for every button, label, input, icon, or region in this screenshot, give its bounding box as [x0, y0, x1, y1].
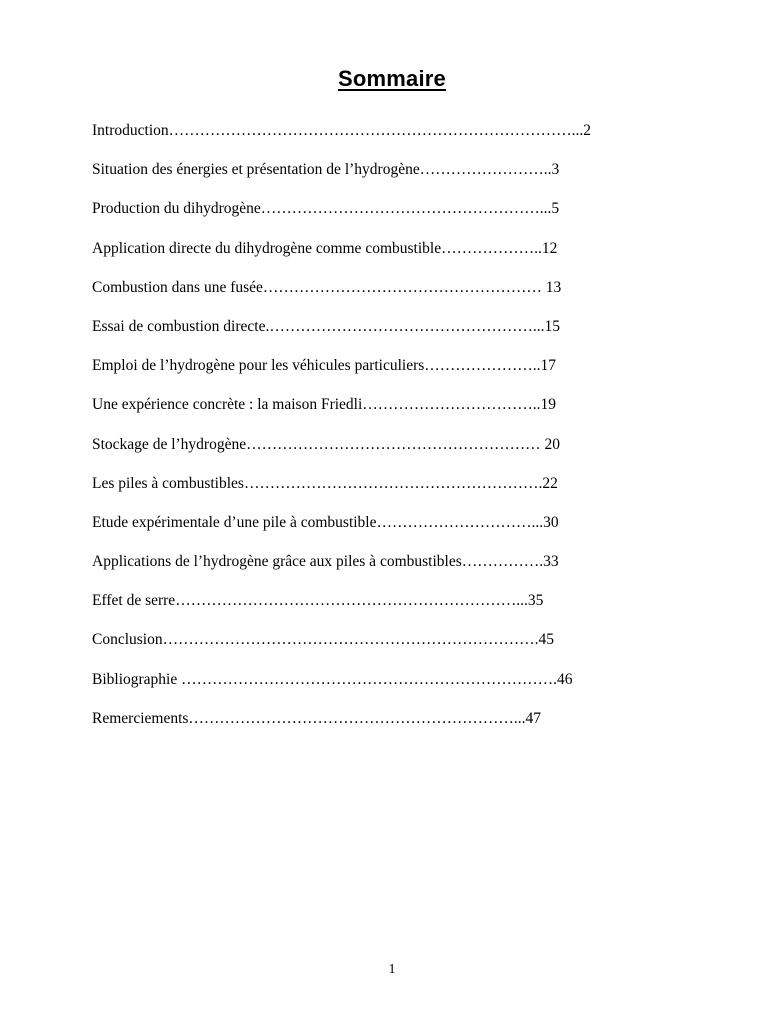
toc-entry: Les piles à combustibles………………………………………………….22 — [92, 474, 558, 492]
toc-entry: Stockage de l’hydrogène………………………………………………… 20 — [92, 435, 560, 453]
table-of-contents — [92, 119, 692, 746]
toc-entry: Conclusion……………………………………………………………….45 — [92, 631, 554, 649]
toc-entry: Bibliographie ……………………………………………………………….46 — [92, 670, 573, 688]
toc-entry: Etude expérimentale d’une pile à combustible…………………………...30 — [92, 513, 559, 531]
toc-entry: Emploi de l’hydrogène pour les véhicules particuliers…………………..17 — [92, 357, 557, 375]
toc-entry: Applications de l’hydrogène grâce aux piles à combustibles…………….33 — [92, 553, 559, 571]
toc-entry: Effet de serre…………………………………………………………...35 — [92, 592, 544, 610]
toc-entry: Une expérience concrète : la maison Friedli……………………………..19 — [92, 396, 557, 414]
page-title: Sommaire — [338, 66, 446, 91]
toc-entry: Production du dihydrogène………………………………………………...5 — [92, 200, 560, 218]
toc-entry: Combustion dans une fusée……………………………………………… 13 — [92, 278, 562, 296]
toc-entry: Remerciements………………………………………………………...47 — [92, 709, 542, 727]
toc-entry: Essai de combustion directe.……………………………………………...15 — [92, 317, 560, 335]
toc-entry: Situation des énergies et présentation de l’hydrogène……………………..3 — [92, 161, 560, 179]
toc-entry: Application directe du dihydrogène comme combustible………………..12 — [92, 239, 558, 257]
toc-entry: Introduction……………………………………………………………………...2 — [92, 122, 591, 139]
page-number: 1 — [388, 962, 396, 977]
